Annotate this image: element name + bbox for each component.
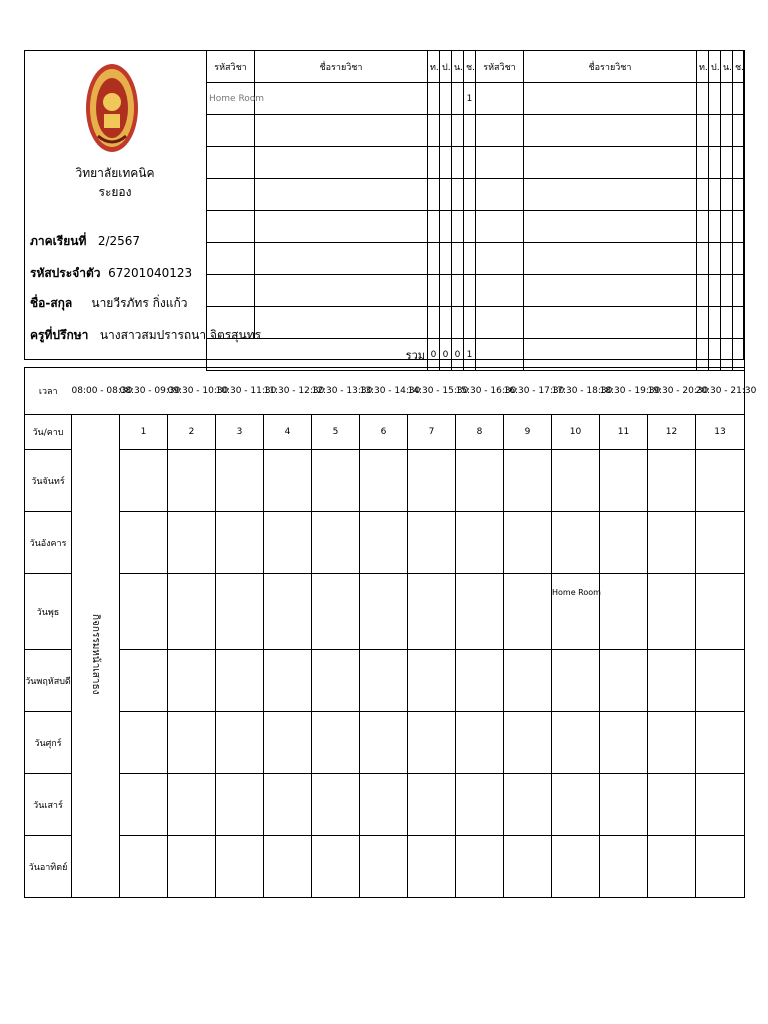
slot-cell [696,450,745,512]
total-blank [207,339,255,371]
subject-cell [428,307,440,339]
day-label: วันพฤหัสบดี [25,650,72,712]
period-number: 6 [360,415,408,450]
subject-cell [428,115,440,147]
slot-cell [168,512,216,574]
subjects-total-row [207,339,745,371]
subject-cell [524,115,697,147]
subjects-table [206,50,745,371]
time-slot: 10:30 - 11:30 [216,368,264,415]
slot-cell [408,650,456,712]
slot-cell [696,836,745,898]
total-label: รวม [255,339,428,371]
schedule-table [24,367,757,898]
slot-cell [408,574,456,650]
code-header-left: รหัสวิชา [207,51,255,83]
advisor-value: นางสาวสมปรารถนา จิตรสุนทร [99,328,262,342]
subject-cell [255,115,428,147]
slot-cell [552,512,600,574]
subject-cell [207,179,255,211]
slot-cell [312,712,360,774]
time-slot: 20:30 - 21:30 [696,368,745,415]
period-number: 5 [312,415,360,450]
subject-cell [207,275,255,307]
term-value: 2/2567 [97,234,141,248]
slot-cell [456,836,504,898]
subject-cell [733,339,745,371]
subject-cell [733,179,745,211]
slot-cell [648,774,696,836]
slot-cell [408,450,456,512]
slot-cell [648,450,696,512]
college-name: วิทยาลัยเทคนิคระยอง [75,166,155,199]
subject-cell [709,275,721,307]
day-row-friday [25,712,745,774]
subject-cell [697,179,709,211]
subject-cell [721,179,733,211]
slot-cell [600,650,648,712]
period-number: 13 [696,415,745,450]
subject-cell [476,307,524,339]
subject-cell [255,307,428,339]
h-header-left: ช. [464,51,476,83]
student-name-label: ชื่อ-สกุล [30,296,73,310]
subject-cell [524,307,697,339]
slot-cell [264,650,312,712]
subject-cell [452,211,464,243]
morning-activity: กิจกรรมหน้าเสาธง [90,614,101,695]
time-slot: 08:00 - 08:30 [72,368,120,415]
slot-cell [216,450,264,512]
subject-cell [428,211,440,243]
period-number: 11 [600,415,648,450]
slot-cell [264,450,312,512]
slot-cell [600,512,648,574]
slot-cell [312,574,360,650]
subject-cell [440,307,452,339]
subject-cell [721,83,733,115]
subject-cell [709,211,721,243]
slot-cell [408,712,456,774]
subject-cell [721,211,733,243]
h-header-right: ช. [733,51,745,83]
subject-cell [428,275,440,307]
subject-cell [207,115,255,147]
period-number: 9 [504,415,552,450]
subject-cell [464,243,476,275]
slot-cell [216,836,264,898]
student-name-value: นายวีรภัทร กิ่งแก้ว [91,296,188,310]
slot-cell [312,774,360,836]
subject-row [207,115,745,147]
time-slot: 09:30 - 10:30 [168,368,216,415]
slot-cell [264,774,312,836]
total-h: 1 [464,339,476,371]
subject-cell [255,179,428,211]
name-header-right: ชื่อรายวิชา [524,51,697,83]
slot-cell [408,774,456,836]
slot-cell [504,712,552,774]
term-label: ภาคเรียนที่ [30,234,87,248]
subject-cell [476,339,524,371]
slot-cell [600,450,648,512]
subject-cell [709,147,721,179]
slot-cell [696,774,745,836]
slot-cell [168,574,216,650]
slot-cell [216,650,264,712]
code-header-right: รหัสวิชา [476,51,524,83]
slot-cell [648,574,696,650]
slot-cell [504,836,552,898]
time-slot: 17:30 - 18:30 [552,368,600,415]
day-label: วันศุกร์ [25,712,72,774]
period-number: 3 [216,415,264,450]
day-label: วันพุธ [25,574,72,650]
slot-cell [168,650,216,712]
subject-cell [464,179,476,211]
slot-cell [600,774,648,836]
subject-cell [709,243,721,275]
time-slot: 11:30 - 12:30 [264,368,312,415]
slot-cell [552,650,600,712]
subject-cell [464,115,476,147]
subject-cell [709,339,721,371]
subject-cell [697,211,709,243]
slot-cell [120,650,168,712]
subject-cell [733,115,745,147]
day-row-tuesday [25,512,745,574]
slot-cell [120,574,168,650]
subject-cell [697,275,709,307]
slot-cell [504,574,552,650]
slot-cell [264,836,312,898]
subject-row [207,211,745,243]
slot-cell [120,836,168,898]
subject-cell [524,243,697,275]
time-row [25,368,745,415]
slot-cell [360,450,408,512]
subject-cell [476,115,524,147]
student-id-label: รหัสประจำตัว [30,266,101,280]
period-number: 7 [408,415,456,450]
period-number: 4 [264,415,312,450]
slot-cell [504,774,552,836]
slot-cell [696,574,745,650]
slot-cell [456,450,504,512]
subject-cell [440,243,452,275]
day-row-sunday [25,836,745,898]
subject-cell [524,179,697,211]
slot-cell [696,512,745,574]
n-header-left: น. [452,51,464,83]
period-row [25,415,745,450]
period-number: 10 [552,415,600,450]
slot-cell [216,512,264,574]
subject-cell [207,243,255,275]
slot-cell [360,650,408,712]
student-id-info [30,264,192,283]
subject-cell [697,243,709,275]
subject-cell [524,211,697,243]
subject-cell [428,147,440,179]
slot-cell [456,574,504,650]
slot-cell [648,512,696,574]
time-slot: 12:30 - 13:30 [312,368,360,415]
subject-cell [733,307,745,339]
slot-cell [600,712,648,774]
subject-cell [428,243,440,275]
slot-cell [312,650,360,712]
p-header-right: ป. [709,51,721,83]
subjects-header-row [207,51,745,83]
subject-cell [452,115,464,147]
slot-cell [456,512,504,574]
subject-cell [524,83,697,115]
slot-cell [456,650,504,712]
day-label: วันอังคาร [25,512,72,574]
day-row-saturday [25,774,745,836]
slot-cell [216,774,264,836]
slot-cell [456,774,504,836]
slot-cell [312,512,360,574]
slot-cell [168,450,216,512]
subject-name [255,83,428,115]
t-header-left: ท. [428,51,440,83]
subject-cell [721,275,733,307]
subject-cell [255,147,428,179]
slot-cell [648,836,696,898]
subject-cell [733,211,745,243]
subject-cell [476,83,524,115]
slot-cell [504,450,552,512]
slot-cell [360,574,408,650]
slot-cell [648,712,696,774]
subject-cell [524,147,697,179]
slot-cell [264,574,312,650]
subject-cell [452,147,464,179]
subject-cell [464,211,476,243]
slot-cell [120,774,168,836]
slot-cell [360,836,408,898]
subject-row [207,179,745,211]
subject-cell [476,211,524,243]
time-slot: 15:30 - 16:30 [456,368,504,415]
subject-cell [721,307,733,339]
slot-cell [600,836,648,898]
subject-row [207,83,745,115]
subject-cell [721,115,733,147]
subject-cell [733,275,745,307]
subject-row [207,307,745,339]
term-info [30,232,140,251]
period-number: 8 [456,415,504,450]
subject-cell [524,275,697,307]
student-name-info [30,294,187,313]
slot-cell [120,512,168,574]
subject-cell [697,115,709,147]
subject-cell [452,307,464,339]
morning-activity-cell [72,415,120,898]
slot-cell [600,574,648,650]
subject-cell [733,243,745,275]
subject-row [207,275,745,307]
subject-cell [452,243,464,275]
subject-cell [452,179,464,211]
period-number: 12 [648,415,696,450]
t-header-right: ท. [697,51,709,83]
student-id-value: 67201040123 [108,266,193,280]
slot-cell [264,512,312,574]
period-number: 2 [168,415,216,450]
total-n: 0 [452,339,464,371]
day-row-thursday [25,650,745,712]
subject-cell [476,243,524,275]
subject-cell [255,211,428,243]
subject-cell [721,243,733,275]
period-label: วัน/คาบ [25,415,72,450]
subject-cell [440,275,452,307]
subject-cell [476,179,524,211]
slot-cell [456,712,504,774]
subject-cell [697,339,709,371]
subject-cell [440,179,452,211]
time-slot: 18:30 - 19:30 [600,368,648,415]
subject-cell [733,83,745,115]
time-slot: 14:30 - 15:30 [408,368,456,415]
subject-cell [733,147,745,179]
slot-cell [168,836,216,898]
slot-cell [648,650,696,712]
time-slot: 08:30 - 09:30 [120,368,168,415]
subject-cell [697,307,709,339]
subject-cell [709,307,721,339]
slot-cell [216,712,264,774]
subject-p [440,83,452,115]
slot-cell [408,512,456,574]
subject-cell [709,179,721,211]
day-label: วันเสาร์ [25,774,72,836]
slot-cell [120,712,168,774]
subject-row [207,243,745,275]
day-row-wednesday [25,574,745,650]
slot-cell [120,450,168,512]
time-slot: 19:30 - 20:30 [648,368,696,415]
subject-cell [440,115,452,147]
day-row-monday [25,450,745,512]
subject-cell [207,307,255,339]
subject-cell [440,147,452,179]
name-header-left: ชื่อรายวิชา [255,51,428,83]
n-header-right: น. [721,51,733,83]
subject-cell [697,147,709,179]
time-label: เวลา [25,368,72,415]
day-label: วันอาทิตย์ [25,836,72,898]
subject-code: Home Room [207,83,255,115]
slot-cell [696,650,745,712]
subject-cell [207,211,255,243]
subject-cell [524,339,697,371]
slot-cell [552,774,600,836]
homeroom-slot: Home Room [552,574,600,650]
slot-cell [408,836,456,898]
slot-cell [552,450,600,512]
subject-cell [255,275,428,307]
subject-cell [464,147,476,179]
subject-cell [721,339,733,371]
subject-cell [464,307,476,339]
slot-cell [504,650,552,712]
p-header-left: ป. [440,51,452,83]
subject-cell [709,115,721,147]
slot-cell [360,512,408,574]
subject-cell [452,275,464,307]
subject-t [428,83,440,115]
time-slot: 16:30 - 17:30 [504,368,552,415]
total-t: 0 [428,339,440,371]
slot-cell [264,712,312,774]
slot-cell [696,712,745,774]
subject-cell [476,147,524,179]
slot-cell [168,774,216,836]
period-number: 1 [120,415,168,450]
slot-cell [216,574,264,650]
slot-cell [168,712,216,774]
slot-cell [312,450,360,512]
subject-cell [709,83,721,115]
slot-cell [504,512,552,574]
time-slot: 13:30 - 14:30 [360,368,408,415]
subject-cell [721,147,733,179]
advisor-label: ครูที่ปรึกษา [30,328,89,342]
slot-cell [552,712,600,774]
subject-cell [207,147,255,179]
subject-cell [476,275,524,307]
subject-cell [464,275,476,307]
subject-cell [255,243,428,275]
subject-cell [697,83,709,115]
subject-row [207,147,745,179]
subject-cell [440,211,452,243]
subject-h: 1 [464,83,476,115]
total-p: 0 [440,339,452,371]
slot-cell [312,836,360,898]
college-seal-icon [84,62,140,154]
slot-cell [360,712,408,774]
day-label: วันจันทร์ [25,450,72,512]
subject-cell [428,179,440,211]
slot-cell [360,774,408,836]
subject-n [452,83,464,115]
slot-cell [552,836,600,898]
